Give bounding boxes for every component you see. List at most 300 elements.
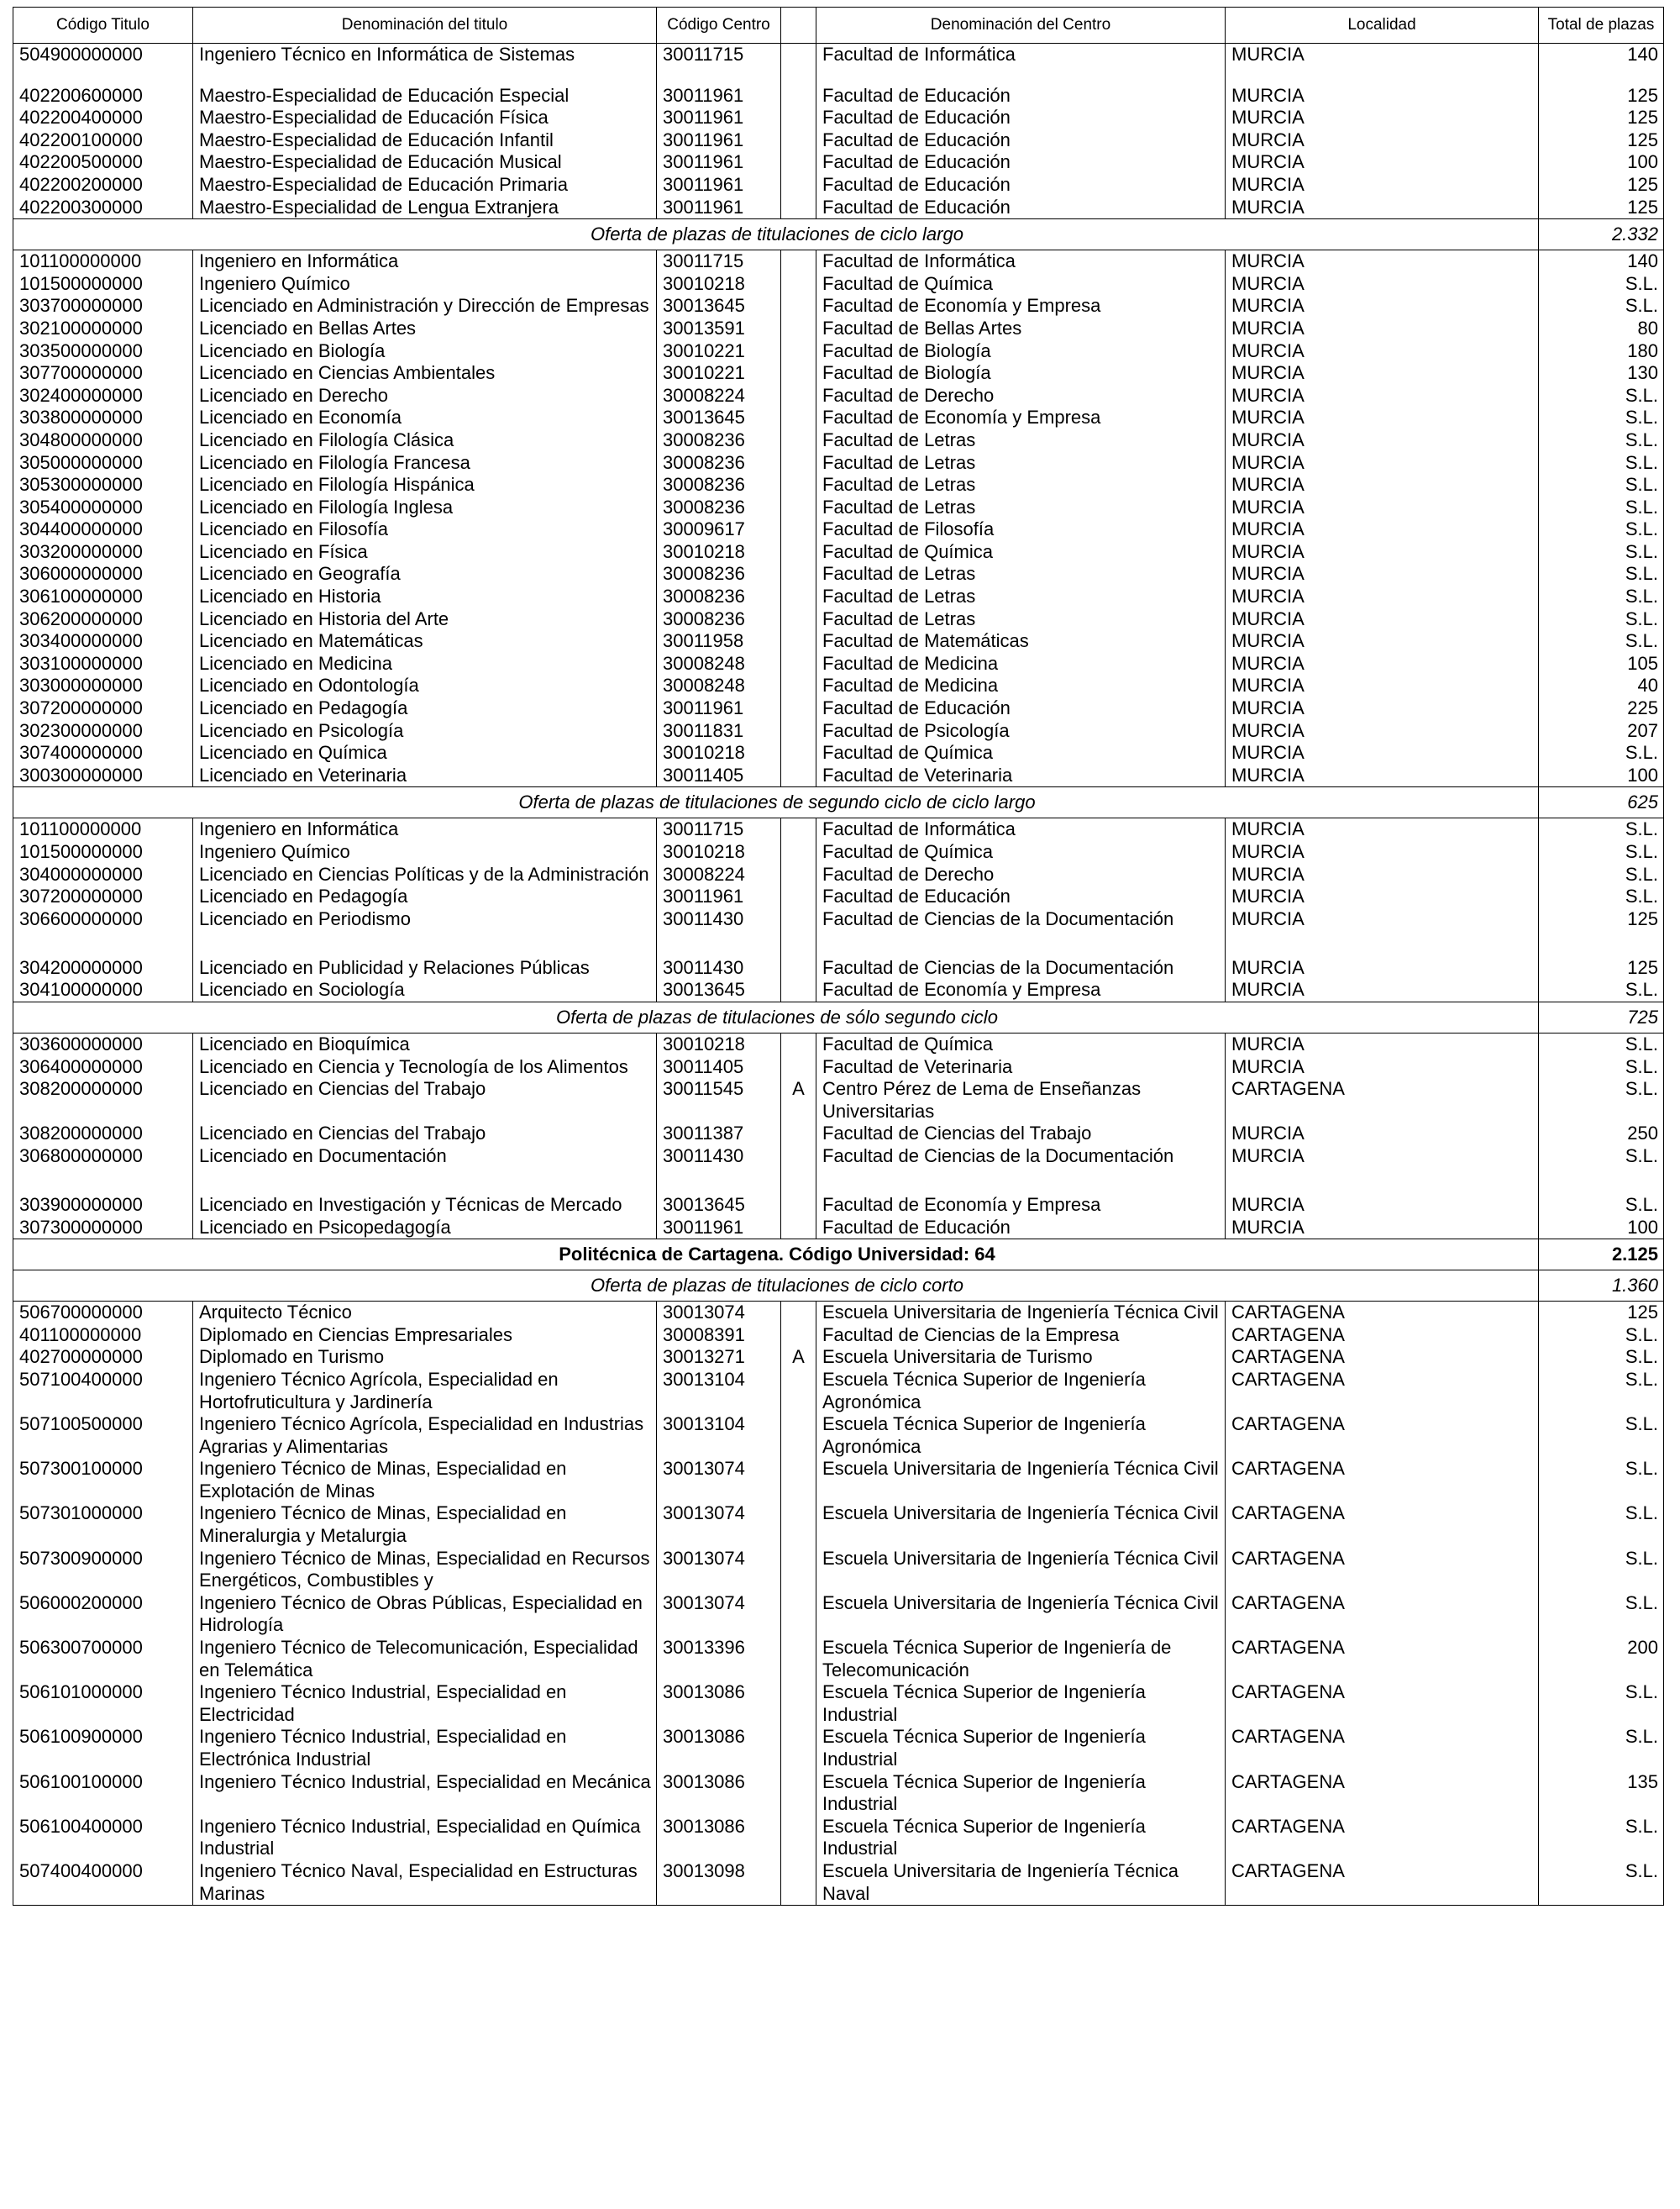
localidad-cell: MURCIA: [1226, 318, 1539, 340]
denominacion-titulo-cell: Licenciado en Filología Clásica: [193, 429, 657, 452]
denominacion-titulo-cell: Maestro-Especialidad de Educación Especial: [193, 85, 657, 108]
denominacion-titulo-cell: Ingeniero en Informática: [193, 818, 657, 841]
table-row: [13, 1123, 1664, 1145]
codigo-titulo-cell: 402200100000: [13, 129, 193, 152]
denominacion-titulo-cell: Licenciado en Pedagogía: [193, 697, 657, 720]
denominacion-titulo-cell: Licenciado en Ciencias del Trabajo: [193, 1123, 657, 1145]
localidad-cell: MURCIA: [1226, 1217, 1539, 1239]
total-plazas-cell: S.L.: [1539, 1592, 1664, 1637]
section-total: 2.125: [1539, 1239, 1664, 1270]
table-row: [13, 151, 1664, 174]
codigo-centro-cell: 30009617: [657, 518, 781, 541]
localidad-cell: MURCIA: [1226, 957, 1539, 980]
localidad-cell: MURCIA: [1226, 44, 1539, 66]
denominacion-titulo-cell: Licenciado en Investigación y Técnicas de Mercado: [193, 1194, 657, 1217]
codigo-titulo-cell: 402200500000: [13, 151, 193, 174]
denominacion-centro-cell: Facultad de Letras: [816, 497, 1226, 519]
denominacion-centro-cell: Escuela Técnica Superior de Ingeniería Agronómica: [816, 1369, 1226, 1413]
centro-marker-cell: [781, 541, 816, 564]
codigo-centro-cell: 30008236: [657, 497, 781, 519]
centro-marker-cell: [781, 1860, 816, 1906]
denominacion-titulo-cell: Licenciado en Filosofía: [193, 518, 657, 541]
localidad-cell: MURCIA: [1226, 174, 1539, 197]
codigo-centro-cell: 30011715: [657, 250, 781, 273]
table-row: [13, 197, 1664, 219]
codigo-centro-cell: 30013074: [657, 1592, 781, 1637]
localidad-cell: MURCIA: [1226, 452, 1539, 475]
denominacion-centro-cell: Escuela Técnica Superior de Ingeniería Industrial: [816, 1816, 1226, 1860]
centro-marker-cell: [781, 765, 816, 787]
denominacion-titulo-cell: Ingeniero Técnico de Minas, Especialidad en Recursos Energéticos, Combustibles y: [193, 1548, 657, 1592]
centro-marker-cell: [781, 886, 816, 908]
denominacion-titulo-cell: Licenciado en Odontología: [193, 675, 657, 697]
denominacion-titulo-cell: Maestro-Especialidad de Educación Infantil: [193, 129, 657, 152]
centro-marker-cell: [781, 1637, 816, 1681]
localidad-cell: MURCIA: [1226, 586, 1539, 608]
denominacion-titulo-cell: Licenciado en Medicina: [193, 653, 657, 676]
codigo-titulo-cell: 101500000000: [13, 841, 193, 864]
header-denominacion-titulo: Denominación del titulo: [193, 8, 657, 44]
denominacion-centro-cell: Facultad de Química: [816, 742, 1226, 765]
total-plazas-cell: 125: [1539, 107, 1664, 129]
denominacion-centro-cell: Facultad de Informática: [816, 818, 1226, 841]
denominacion-centro-cell: Facultad de Psicología: [816, 720, 1226, 743]
localidad-cell: CARTAGENA: [1226, 1592, 1539, 1637]
total-plazas-cell: S.L.: [1539, 1816, 1664, 1860]
denominacion-titulo-cell: Ingeniero Técnico de Minas, Especialidad en Explotación de Minas: [193, 1458, 657, 1502]
table-row: [13, 129, 1664, 152]
centro-marker-cell: [781, 675, 816, 697]
total-plazas-cell: S.L.: [1539, 1078, 1664, 1123]
codigo-centro-cell: 30011430: [657, 908, 781, 957]
denominacion-titulo-cell: Licenciado en Administración y Dirección de Empresas: [193, 295, 657, 318]
denominacion-titulo-cell: Ingeniero Químico: [193, 273, 657, 296]
section-heading: Oferta de plazas de titulaciones de ciclo corto: [13, 1270, 1539, 1302]
codigo-centro-cell: 30008236: [657, 474, 781, 497]
codigo-titulo-cell: 402200600000: [13, 85, 193, 108]
codigo-titulo-cell: 303700000000: [13, 295, 193, 318]
centro-marker-cell: [781, 1302, 816, 1324]
total-plazas-cell: 125: [1539, 129, 1664, 152]
row-spacer: [13, 66, 1664, 85]
total-plazas-cell: 207: [1539, 720, 1664, 743]
codigo-titulo-cell: 303400000000: [13, 630, 193, 653]
table-row: [13, 1458, 1664, 1502]
table-row: [13, 385, 1664, 408]
codigo-titulo-cell: 306600000000: [13, 908, 193, 957]
codigo-titulo-cell: 507301000000: [13, 1502, 193, 1547]
localidad-cell: CARTAGENA: [1226, 1637, 1539, 1681]
localidad-cell: MURCIA: [1226, 675, 1539, 697]
total-plazas-cell: S.L.: [1539, 407, 1664, 429]
localidad-cell: CARTAGENA: [1226, 1324, 1539, 1347]
denominacion-titulo-cell: Ingeniero Técnico Industrial, Especialidad en Mecánica: [193, 1771, 657, 1816]
header-marker: [781, 8, 816, 44]
centro-marker-cell: [781, 1681, 816, 1726]
codigo-titulo-cell: 307700000000: [13, 362, 193, 385]
denominacion-centro-cell: Facultad de Economía y Empresa: [816, 295, 1226, 318]
centro-marker-cell: [781, 452, 816, 475]
localidad-cell: MURCIA: [1226, 385, 1539, 408]
denominacion-titulo-cell: Licenciado en Ciencia y Tecnología de los Alimentos: [193, 1056, 657, 1079]
denominacion-titulo-cell: Licenciado en Ciencias Políticas y de la Administración: [193, 864, 657, 886]
codigo-titulo-cell: 101500000000: [13, 273, 193, 296]
localidad-cell: MURCIA: [1226, 1123, 1539, 1145]
codigo-centro-cell: 30011405: [657, 1056, 781, 1079]
codigo-centro-cell: 30013074: [657, 1458, 781, 1502]
denominacion-titulo-cell: Maestro-Especialidad de Educación Física: [193, 107, 657, 129]
localidad-cell: MURCIA: [1226, 653, 1539, 676]
total-plazas-cell: 225: [1539, 697, 1664, 720]
denominacion-titulo-cell: Licenciado en Veterinaria: [193, 765, 657, 787]
table-row: [13, 563, 1664, 586]
table-row: [13, 1860, 1664, 1906]
section-total: 625: [1539, 787, 1664, 818]
localidad-cell: CARTAGENA: [1226, 1302, 1539, 1324]
denominacion-titulo-cell: Licenciado en Bellas Artes: [193, 318, 657, 340]
denominacion-centro-cell: Centro Pérez de Lema de Enseñanzas Universitarias: [816, 1078, 1226, 1123]
table-row: [13, 452, 1664, 475]
denominacion-centro-cell: Facultad de Filosofía: [816, 518, 1226, 541]
codigo-titulo-cell: 304100000000: [13, 979, 193, 1002]
codigo-titulo-cell: 304800000000: [13, 429, 193, 452]
section-heading: Oferta de plazas de titulaciones de ciclo largo: [13, 219, 1539, 250]
total-plazas-cell: 100: [1539, 765, 1664, 787]
table-row: [13, 1324, 1664, 1347]
table-row: [13, 340, 1664, 363]
centro-marker-cell: [781, 85, 816, 108]
denominacion-titulo-cell: Arquitecto Técnico: [193, 1302, 657, 1324]
denominacion-titulo-cell: Licenciado en Filología Francesa: [193, 452, 657, 475]
codigo-centro-cell: 30013104: [657, 1413, 781, 1458]
localidad-cell: CARTAGENA: [1226, 1346, 1539, 1369]
table-row: [13, 107, 1664, 129]
localidad-cell: MURCIA: [1226, 608, 1539, 631]
denominacion-centro-cell: Facultad de Ciencias del Trabajo: [816, 1123, 1226, 1145]
denominacion-centro-cell: Facultad de Veterinaria: [816, 765, 1226, 787]
codigo-centro-cell: 30008224: [657, 864, 781, 886]
section-heading: Oferta de plazas de titulaciones de segundo ciclo de ciclo largo: [13, 787, 1539, 818]
codigo-centro-cell: 30010221: [657, 362, 781, 385]
denominacion-centro-cell: Facultad de Bellas Artes: [816, 318, 1226, 340]
total-plazas-cell: S.L.: [1539, 864, 1664, 886]
codigo-titulo-cell: 308200000000: [13, 1078, 193, 1123]
codigo-centro-cell: 30008248: [657, 675, 781, 697]
codigo-titulo-cell: 308200000000: [13, 1123, 193, 1145]
table-row: [13, 174, 1664, 197]
localidad-cell: MURCIA: [1226, 720, 1539, 743]
codigo-centro-cell: 30008236: [657, 563, 781, 586]
denominacion-centro-cell: Facultad de Educación: [816, 697, 1226, 720]
total-plazas-cell: S.L.: [1539, 630, 1664, 653]
total-plazas-cell: S.L.: [1539, 1681, 1664, 1726]
centro-marker-cell: [781, 295, 816, 318]
codigo-centro-cell: 30010218: [657, 273, 781, 296]
codigo-titulo-cell: 303000000000: [13, 675, 193, 697]
codigo-titulo-cell: 302300000000: [13, 720, 193, 743]
table-row: [13, 1771, 1664, 1816]
total-plazas-cell: S.L.: [1539, 1413, 1664, 1458]
denominacion-centro-cell: Facultad de Matemáticas: [816, 630, 1226, 653]
centro-marker-cell: [781, 742, 816, 765]
denominacion-centro-cell: Facultad de Química: [816, 273, 1226, 296]
denominacion-centro-cell: Escuela Técnica Superior de Ingeniería Industrial: [816, 1726, 1226, 1770]
localidad-cell: MURCIA: [1226, 864, 1539, 886]
codigo-titulo-cell: 402200400000: [13, 107, 193, 129]
table-row: [13, 1548, 1664, 1592]
localidad-cell: CARTAGENA: [1226, 1816, 1539, 1860]
total-plazas-cell: S.L.: [1539, 586, 1664, 608]
denominacion-centro-cell: Facultad de Derecho: [816, 864, 1226, 886]
total-plazas-cell: S.L.: [1539, 385, 1664, 408]
denominacion-titulo-cell: Licenciado en Periodismo: [193, 908, 657, 957]
localidad-cell: MURCIA: [1226, 474, 1539, 497]
total-plazas-cell: S.L.: [1539, 742, 1664, 765]
total-plazas-cell: S.L.: [1539, 1346, 1664, 1369]
total-plazas-cell: S.L.: [1539, 979, 1664, 1002]
document-page: [13, 7, 1663, 1906]
localidad-cell: MURCIA: [1226, 765, 1539, 787]
centro-marker-cell: [781, 1548, 816, 1592]
total-plazas-cell: 125: [1539, 1302, 1664, 1324]
localidad-cell: CARTAGENA: [1226, 1078, 1539, 1123]
localidad-cell: CARTAGENA: [1226, 1860, 1539, 1906]
centro-marker-cell: [781, 630, 816, 653]
total-plazas-cell: S.L.: [1539, 818, 1664, 841]
localidad-cell: MURCIA: [1226, 85, 1539, 108]
localidad-cell: MURCIA: [1226, 295, 1539, 318]
table-row: [13, 841, 1664, 864]
codigo-titulo-cell: 303600000000: [13, 1033, 193, 1055]
denominacion-titulo-cell: Licenciado en Biología: [193, 340, 657, 363]
total-plazas-cell: S.L.: [1539, 541, 1664, 564]
denominacion-titulo-cell: Ingeniero en Informática: [193, 250, 657, 273]
codigo-titulo-cell: 304200000000: [13, 957, 193, 980]
header-denominacion-centro: Denominación del Centro: [816, 8, 1226, 44]
codigo-titulo-cell: 307200000000: [13, 697, 193, 720]
centro-marker-cell: [781, 720, 816, 743]
total-plazas-cell: S.L.: [1539, 518, 1664, 541]
table-row: [13, 886, 1664, 908]
codigo-centro-cell: 30011961: [657, 197, 781, 219]
codigo-titulo-cell: 305300000000: [13, 474, 193, 497]
denominacion-centro-cell: Facultad de Letras: [816, 586, 1226, 608]
denominacion-titulo-cell: Licenciado en Derecho: [193, 385, 657, 408]
centro-marker-cell: [781, 608, 816, 631]
table-row: [13, 518, 1664, 541]
codigo-centro-cell: 30013645: [657, 407, 781, 429]
centro-marker-cell: [781, 273, 816, 296]
centro-marker-cell: [781, 1217, 816, 1239]
denominacion-centro-cell: Facultad de Letras: [816, 474, 1226, 497]
localidad-cell: CARTAGENA: [1226, 1502, 1539, 1547]
centro-marker-cell: [781, 841, 816, 864]
denominacion-centro-cell: Facultad de Educación: [816, 107, 1226, 129]
table-row: [13, 908, 1664, 957]
centro-marker-cell: A: [781, 1078, 816, 1123]
table-row: [13, 864, 1664, 886]
localidad-cell: MURCIA: [1226, 151, 1539, 174]
denominacion-centro-cell: Facultad de Informática: [816, 44, 1226, 66]
table-row: [13, 1592, 1664, 1637]
total-plazas-cell: 80: [1539, 318, 1664, 340]
total-plazas-cell: S.L.: [1539, 497, 1664, 519]
localidad-cell: MURCIA: [1226, 107, 1539, 129]
table-row: [13, 295, 1664, 318]
header-localidad: Localidad: [1226, 8, 1539, 44]
total-plazas-cell: S.L.: [1539, 886, 1664, 908]
total-plazas-cell: S.L.: [1539, 1056, 1664, 1079]
denominacion-centro-cell: Escuela Técnica Superior de Ingeniería Industrial: [816, 1771, 1226, 1816]
localidad-cell: MURCIA: [1226, 273, 1539, 296]
table-row: [13, 608, 1664, 631]
table-row: [13, 742, 1664, 765]
denominacion-titulo-cell: Licenciado en Pedagogía: [193, 886, 657, 908]
codigo-titulo-cell: 300300000000: [13, 765, 193, 787]
table-row: [13, 1302, 1664, 1324]
table-row: [13, 957, 1664, 980]
denominacion-centro-cell: Facultad de Educación: [816, 85, 1226, 108]
codigo-centro-cell: 30010218: [657, 1033, 781, 1055]
denominacion-titulo-cell: Maestro-Especialidad de Educación Musical: [193, 151, 657, 174]
total-plazas-cell: 250: [1539, 1123, 1664, 1145]
total-plazas-cell: 125: [1539, 908, 1664, 957]
centro-marker-cell: [781, 318, 816, 340]
centro-marker-cell: [781, 563, 816, 586]
denominacion-titulo-cell: Licenciado en Física: [193, 541, 657, 564]
denominacion-titulo-cell: Licenciado en Economía: [193, 407, 657, 429]
centro-marker-cell: [781, 1145, 816, 1194]
codigo-centro-cell: 30013645: [657, 295, 781, 318]
table-row: [13, 720, 1664, 743]
codigo-centro-cell: 30013645: [657, 1194, 781, 1217]
table-row: [13, 429, 1664, 452]
centro-marker-cell: [781, 908, 816, 957]
header-total-plazas: Total de plazas: [1539, 8, 1664, 44]
codigo-titulo-cell: 306400000000: [13, 1056, 193, 1079]
table-row: [13, 653, 1664, 676]
total-plazas-cell: S.L.: [1539, 1033, 1664, 1055]
table-row: [13, 273, 1664, 296]
codigo-titulo-cell: 507300900000: [13, 1548, 193, 1592]
denominacion-titulo-cell: Ingeniero Técnico Agrícola, Especialidad en Industrias Agrarias y Alimentarias: [193, 1413, 657, 1458]
denominacion-centro-cell: Escuela Técnica Superior de Ingeniería Agronómica: [816, 1413, 1226, 1458]
codigo-centro-cell: 30011405: [657, 765, 781, 787]
centro-marker-cell: [781, 1458, 816, 1502]
centro-marker-cell: [781, 429, 816, 452]
denominacion-titulo-cell: Ingeniero Técnico Industrial, Especialidad en Electrónica Industrial: [193, 1726, 657, 1770]
localidad-cell: MURCIA: [1226, 497, 1539, 519]
codigo-centro-cell: 30008236: [657, 586, 781, 608]
localidad-cell: CARTAGENA: [1226, 1548, 1539, 1592]
localidad-cell: MURCIA: [1226, 250, 1539, 273]
centro-marker-cell: [781, 497, 816, 519]
denominacion-centro-cell: Facultad de Educación: [816, 1217, 1226, 1239]
centro-marker-cell: [781, 1194, 816, 1217]
denominacion-centro-cell: Facultad de Educación: [816, 886, 1226, 908]
denominacion-titulo-cell: Maestro-Especialidad de Educación Primaria: [193, 174, 657, 197]
codigo-titulo-cell: 303900000000: [13, 1194, 193, 1217]
table-row: [13, 586, 1664, 608]
denominacion-titulo-cell: Maestro-Especialidad de Lengua Extranjera: [193, 197, 657, 219]
centro-marker-cell: [781, 44, 816, 66]
codigo-centro-cell: 30011430: [657, 957, 781, 980]
denominacion-centro-cell: Facultad de Informática: [816, 250, 1226, 273]
codigo-centro-cell: 30010221: [657, 340, 781, 363]
denominacion-centro-cell: Escuela Universitaria de Ingeniería Técnica Civil: [816, 1548, 1226, 1592]
table-header: [13, 8, 1664, 44]
codigo-titulo-cell: 305000000000: [13, 452, 193, 475]
codigo-titulo-cell: 302400000000: [13, 385, 193, 408]
centro-marker-cell: [781, 653, 816, 676]
denominacion-titulo-cell: Licenciado en Filología Hispánica: [193, 474, 657, 497]
university-heading: Politécnica de Cartagena. Código Universidad: 64: [13, 1239, 1539, 1270]
centro-marker-cell: [781, 197, 816, 219]
localidad-cell: CARTAGENA: [1226, 1726, 1539, 1770]
localidad-cell: MURCIA: [1226, 1033, 1539, 1055]
denominacion-centro-cell: Facultad de Ciencias de la Documentación: [816, 908, 1226, 957]
codigo-titulo-cell: 507100400000: [13, 1369, 193, 1413]
denominacion-centro-cell: Facultad de Química: [816, 541, 1226, 564]
centro-marker-cell: [781, 151, 816, 174]
denominacion-centro-cell: Facultad de Biología: [816, 340, 1226, 363]
total-plazas-cell: S.L.: [1539, 429, 1664, 452]
section-total: 725: [1539, 1002, 1664, 1033]
denominacion-centro-cell: Escuela Universitaria de Ingeniería Técnica Civil: [816, 1458, 1226, 1502]
centro-marker-cell: A: [781, 1346, 816, 1369]
table-row: [13, 1078, 1664, 1123]
localidad-cell: MURCIA: [1226, 518, 1539, 541]
denominacion-centro-cell: Facultad de Derecho: [816, 385, 1226, 408]
denominacion-titulo-cell: Ingeniero Técnico Industrial, Especialidad en Química Industrial: [193, 1816, 657, 1860]
denominacion-titulo-cell: Ingeniero Técnico en Informática de Sistemas: [193, 44, 657, 66]
codigo-centro-cell: 30011961: [657, 85, 781, 108]
total-plazas-cell: S.L.: [1539, 1548, 1664, 1592]
localidad-cell: MURCIA: [1226, 340, 1539, 363]
codigo-centro-cell: 30011961: [657, 107, 781, 129]
codigo-centro-cell: 30013104: [657, 1369, 781, 1413]
codigo-centro-cell: 30013086: [657, 1771, 781, 1816]
centro-marker-cell: [781, 1502, 816, 1547]
denominacion-titulo-cell: Diplomado en Ciencias Empresariales: [193, 1324, 657, 1347]
total-plazas-cell: 40: [1539, 675, 1664, 697]
table-row: [13, 818, 1664, 841]
table-row: [13, 765, 1664, 787]
denominacion-centro-cell: Facultad de Ciencias de la Documentación: [816, 957, 1226, 980]
total-plazas-cell: 140: [1539, 250, 1664, 273]
denominacion-centro-cell: Escuela Universitaria de Ingeniería Técnica Civil: [816, 1502, 1226, 1547]
codigo-centro-cell: 30013591: [657, 318, 781, 340]
denominacion-titulo-cell: Ingeniero Técnico Industrial, Especialidad en Electricidad: [193, 1681, 657, 1726]
codigo-titulo-cell: 306800000000: [13, 1145, 193, 1194]
centro-marker-cell: [781, 362, 816, 385]
total-plazas-cell: 100: [1539, 1217, 1664, 1239]
table-row: [13, 1194, 1664, 1217]
codigo-titulo-cell: 307300000000: [13, 1217, 193, 1239]
codigo-centro-cell: 30013074: [657, 1302, 781, 1324]
table-row: [13, 44, 1664, 66]
codigo-centro-cell: 30011961: [657, 1217, 781, 1239]
centro-marker-cell: [781, 518, 816, 541]
table-row: [13, 630, 1664, 653]
total-plazas-cell: S.L.: [1539, 1324, 1664, 1347]
denominacion-titulo-cell: Licenciado en Ciencias del Trabajo: [193, 1078, 657, 1123]
codigo-titulo-cell: 507400400000: [13, 1860, 193, 1906]
centro-marker-cell: [781, 818, 816, 841]
denominacion-titulo-cell: Licenciado en Psicopedagogía: [193, 1217, 657, 1239]
localidad-cell: MURCIA: [1226, 818, 1539, 841]
centro-marker-cell: [781, 697, 816, 720]
